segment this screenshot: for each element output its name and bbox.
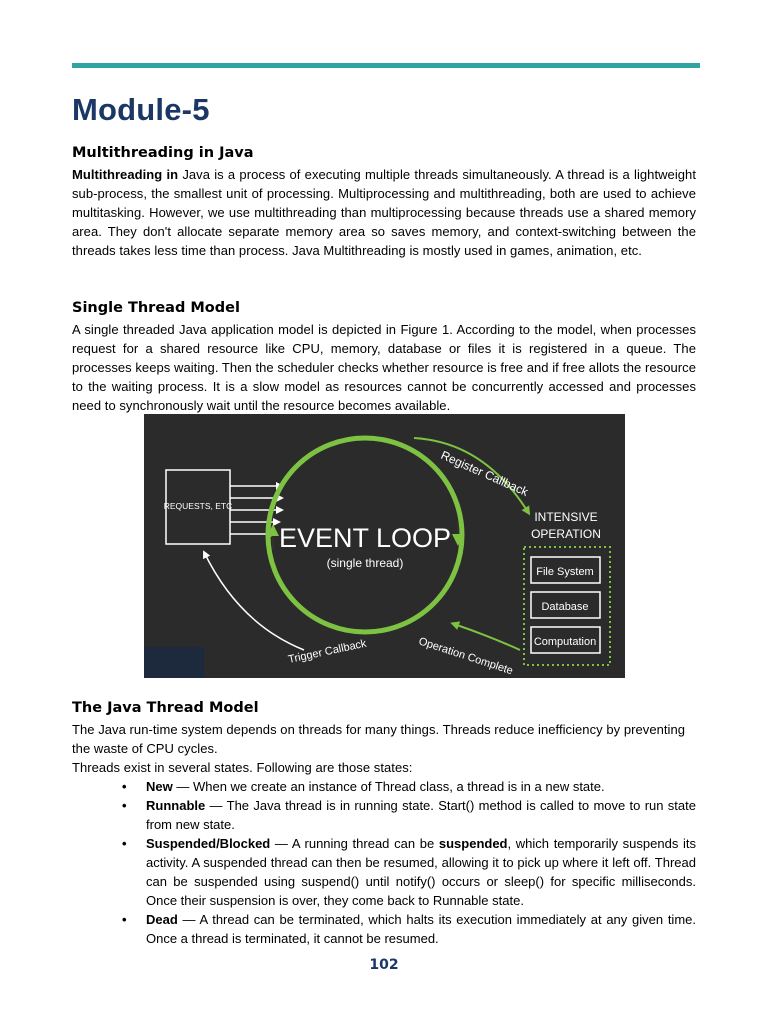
paragraph-multithreading [72,165,696,260]
state-term: Runnable [146,798,206,813]
op-file-system: File System [536,566,594,578]
state-text: — When we create an instance of Thread class, a thread is in a new state. [172,779,605,794]
loop-subtitle: (single thread) [326,556,404,570]
state-term: Dead [146,912,178,927]
list-item [72,834,696,910]
state-text: — The Java thread is in running state. Start() method is called to move to run state from new state. [146,798,696,832]
bullet-dot: • [122,779,127,794]
requests-label: REQUESTS, ETC [163,501,233,511]
event-loop-diagram [144,414,625,678]
paragraph-body: Java is a process of executing multiple threads simultaneously. A thread is a lightweight sub-process, the smallest unit of processing. Multiprocessing and multithreading, both are used to achieve multitasking. However, we use multithreading than multiprocessing because threads use a shared memory area. They don't allocate separate memory area so saves memory, and context-switching between the threads takes less time than process. Java Multithreading is mostly used in games, animation, etc. [72,167,696,258]
paragraph-lead: Multithreading in [72,167,179,182]
state-term: Suspended/Blocked [146,836,271,851]
top-rule [72,63,700,68]
trigger-callback-label: Trigger Callback [287,637,368,666]
thread-states-list [72,777,696,948]
operation-complete-arrow [454,624,520,650]
state-term: New [146,779,173,794]
state-text-continued: , which temporarily suspends its activity. A suspended thread can then be resumed, allowing it to pick up where it left off. Thread can be suspended using suspend() until notify() occurs or sleep() for specific milliseconds. Once their suspension is over, they come back to Runnable state. [146,836,696,908]
register-callback-label: Register Callback [438,447,531,499]
paragraph-states-intro: Threads exist in several states. Following are those states: [72,760,413,775]
corner-block [144,647,204,678]
bullet-dot: • [122,798,127,813]
op-computation: Computation [533,636,597,648]
list-item [72,910,696,948]
paragraph-single-thread: A single threaded Java application model is depicted in Figure 1. According to the model, when processes request for a shared resource like CPU, memory, database or files it is registered in a queue. The processes keeps waiting. Then the scheduler checks whether resource is free and if free allots the resource to the waiting process. It is a slow model as resources cannot be concurrently accessed and processes need to synchronously wait until the resource becomes available. [72,322,696,413]
operation-complete-label: Operation Complete [417,635,515,678]
page-title: Module-5 [72,92,210,127]
intensive-label-line2: OPERATION [531,527,601,541]
loop-title: EVENT LOOP [278,523,452,553]
section-heading-single-thread: Single Thread Model [72,300,240,316]
list-item [72,777,696,796]
paragraph-java-thread-intro: The Java run-time system depends on threads for many things. Threads reduce inefficiency by preventing the waste of CPU cycles. [72,722,686,756]
bullet-dot: • [122,912,127,927]
intensive-label-line1: INTENSIVE [534,510,598,524]
state-term-inline: suspended [438,836,508,851]
event-loop-figure [144,414,625,678]
section-heading-multithreading: Multithreading in Java [72,145,254,161]
page-number: 102 [369,957,399,973]
list-item [72,796,696,834]
section-heading-java-thread-model: The Java Thread Model [72,700,259,716]
bullet-dot: • [122,836,127,851]
state-text: — A thread can be terminated, which halts its execution immediately at any given time. Once a thread is terminated, it cannot be resumed. [146,912,696,946]
state-text: — A running thread can be [270,836,439,851]
op-database: Database [541,601,589,613]
trigger-callback-arrow [204,552,304,650]
